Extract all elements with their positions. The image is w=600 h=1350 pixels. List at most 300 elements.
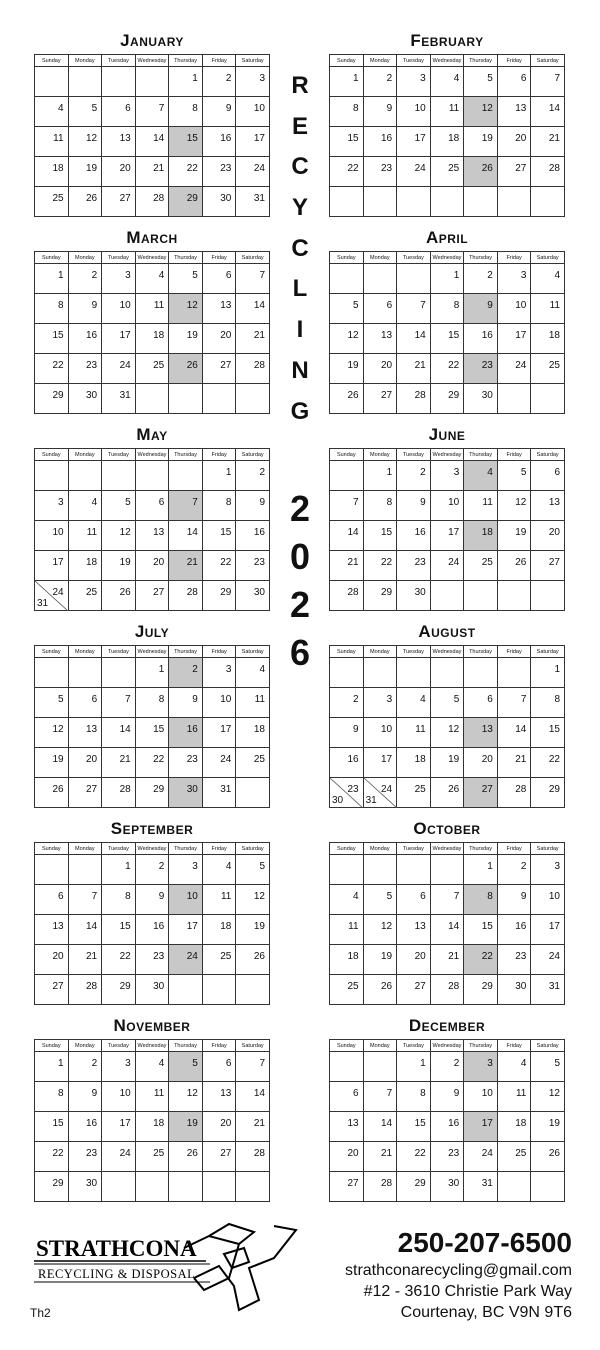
weekday-header: Tuesday bbox=[102, 1040, 136, 1052]
day-cell: 25 bbox=[202, 945, 236, 975]
day-cell: 22 bbox=[135, 748, 169, 778]
day-cell: 5 bbox=[531, 1052, 565, 1082]
day-cell: 28 bbox=[68, 975, 102, 1005]
month-title: May bbox=[136, 425, 168, 444]
contact-block bbox=[345, 1226, 572, 1323]
empty-cell bbox=[135, 461, 169, 491]
day-cell: 18 bbox=[497, 1112, 531, 1142]
weekday-header: Friday bbox=[202, 646, 236, 658]
empty-cell bbox=[330, 855, 364, 885]
day-cell: 10 bbox=[169, 885, 203, 915]
day-cell: 10 bbox=[202, 688, 236, 718]
day-cell: 13 bbox=[464, 718, 498, 748]
day-cell: 10 bbox=[397, 97, 431, 127]
weekday-header: Sunday bbox=[330, 843, 364, 855]
day-cell: 26 bbox=[430, 778, 464, 808]
month-title: February bbox=[410, 31, 484, 50]
day-cell: 14 bbox=[531, 97, 565, 127]
weekday-header: Tuesday bbox=[102, 646, 136, 658]
day-cell: 12 bbox=[330, 324, 364, 354]
weekday-header: Monday bbox=[68, 843, 102, 855]
day-cell: 31 bbox=[202, 778, 236, 808]
weekday-header: Thursday bbox=[464, 843, 498, 855]
month-title: September bbox=[110, 819, 194, 838]
weekday-header: Wednesday bbox=[430, 843, 464, 855]
day-cell: 12 bbox=[102, 521, 136, 551]
day-cell: 13 bbox=[397, 915, 431, 945]
weekday-header: Tuesday bbox=[397, 55, 431, 67]
day-cell: 30 bbox=[497, 975, 531, 1005]
day-cell: 3 bbox=[497, 264, 531, 294]
day-cell: 25 bbox=[531, 354, 565, 384]
weekday-header: Monday bbox=[68, 646, 102, 658]
weekday-header: Monday bbox=[363, 252, 397, 264]
day-cell: 2 bbox=[202, 67, 236, 97]
weekday-header: Wednesday bbox=[430, 449, 464, 461]
day-cell: 6 bbox=[330, 1082, 364, 1112]
day-cell: 15 bbox=[202, 521, 236, 551]
day-cell: 29 bbox=[135, 778, 169, 808]
empty-cell bbox=[236, 1172, 270, 1202]
day-cell: 25 bbox=[135, 1142, 169, 1172]
month-may bbox=[34, 422, 270, 611]
month-june bbox=[329, 422, 565, 611]
day-cell: 24 31 bbox=[363, 778, 397, 808]
day-cell: 21 bbox=[68, 945, 102, 975]
day-cell: 29 bbox=[202, 581, 236, 611]
weekday-header: Friday bbox=[497, 646, 531, 658]
day-cell: 30 bbox=[397, 581, 431, 611]
empty-cell bbox=[135, 384, 169, 414]
day-cell: 29 bbox=[397, 1172, 431, 1202]
empty-cell bbox=[68, 855, 102, 885]
weekday-header: Tuesday bbox=[397, 1040, 431, 1052]
day-cell: 16 bbox=[236, 521, 270, 551]
day-cell: 7 bbox=[169, 491, 203, 521]
day-cell: 10 bbox=[430, 491, 464, 521]
day-cell: 6 bbox=[363, 294, 397, 324]
day-cell: 2 bbox=[169, 658, 203, 688]
day-cell: 17 bbox=[202, 718, 236, 748]
weekday-header: Wednesday bbox=[135, 55, 169, 67]
empty-cell bbox=[531, 187, 565, 217]
day-cell: 8 bbox=[35, 294, 69, 324]
day-cell: 18 bbox=[397, 748, 431, 778]
weekday-header: Saturday bbox=[236, 55, 270, 67]
empty-cell bbox=[397, 187, 431, 217]
year-vertical-title bbox=[276, 485, 324, 677]
empty-cell bbox=[35, 658, 69, 688]
title-letter: L bbox=[292, 275, 308, 303]
empty-cell bbox=[497, 384, 531, 414]
day-cell: 18 bbox=[135, 1112, 169, 1142]
day-cell: 23 bbox=[68, 354, 102, 384]
day-cell: 19 bbox=[35, 748, 69, 778]
month-table bbox=[329, 645, 565, 808]
empty-cell bbox=[330, 461, 364, 491]
day-cell: 21 bbox=[363, 1142, 397, 1172]
month-table bbox=[34, 1039, 270, 1202]
day-cell: 21 bbox=[531, 127, 565, 157]
day-cell: 7 bbox=[497, 688, 531, 718]
day-cell: 7 bbox=[330, 491, 364, 521]
weekday-header: Wednesday bbox=[430, 646, 464, 658]
day-cell: 20 bbox=[531, 521, 565, 551]
day-cell: 14 bbox=[397, 324, 431, 354]
empty-cell bbox=[35, 855, 69, 885]
day-cell: 29 bbox=[464, 975, 498, 1005]
day-cell: 2 bbox=[397, 461, 431, 491]
day-cell: 22 bbox=[464, 945, 498, 975]
day-cell: 21 bbox=[236, 324, 270, 354]
day-cell: 24 bbox=[102, 1142, 136, 1172]
weekday-header: Tuesday bbox=[397, 646, 431, 658]
empty-cell bbox=[169, 1172, 203, 1202]
day-cell: 18 bbox=[202, 915, 236, 945]
day-cell: 3 bbox=[363, 688, 397, 718]
day-cell: 11 bbox=[35, 127, 69, 157]
day-cell: 14 bbox=[330, 521, 364, 551]
day-cell: 1 bbox=[202, 461, 236, 491]
day-cell: 30 bbox=[464, 384, 498, 414]
day-cell: 7 bbox=[236, 1052, 270, 1082]
day-cell: 13 bbox=[330, 1112, 364, 1142]
weekday-header: Saturday bbox=[531, 449, 565, 461]
weekday-header: Friday bbox=[497, 449, 531, 461]
day-cell: 18 bbox=[236, 718, 270, 748]
empty-cell bbox=[169, 384, 203, 414]
day-cell: 8 bbox=[135, 688, 169, 718]
month-title: October bbox=[413, 819, 481, 838]
month-title: June bbox=[428, 425, 466, 444]
day-cell: 27 bbox=[135, 581, 169, 611]
month-table bbox=[34, 251, 270, 414]
day-cell: 12 bbox=[236, 885, 270, 915]
weekday-header: Tuesday bbox=[397, 252, 431, 264]
day-cell: 15 bbox=[464, 915, 498, 945]
day-cell: 28 bbox=[102, 778, 136, 808]
day-cell: 8 bbox=[430, 294, 464, 324]
day-cell: 19 bbox=[464, 127, 498, 157]
month-april bbox=[329, 225, 565, 414]
month-table bbox=[329, 1039, 565, 1202]
day-cell: 13 bbox=[202, 294, 236, 324]
day-cell: 10 bbox=[497, 294, 531, 324]
day-cell: 1 bbox=[464, 855, 498, 885]
day-cell: 26 bbox=[68, 187, 102, 217]
day-cell: 30 bbox=[202, 187, 236, 217]
empty-cell bbox=[102, 67, 136, 97]
day-cell: 24 bbox=[464, 1142, 498, 1172]
weekday-header: Sunday bbox=[35, 1040, 69, 1052]
day-cell: 25 bbox=[35, 187, 69, 217]
day-cell: 26 bbox=[236, 945, 270, 975]
day-cell: 29 bbox=[430, 384, 464, 414]
weekday-header: Thursday bbox=[464, 1040, 498, 1052]
weekday-header: Saturday bbox=[236, 843, 270, 855]
day-cell: 27 bbox=[202, 354, 236, 384]
day-cell: 14 bbox=[497, 718, 531, 748]
title-letter: I bbox=[296, 316, 304, 344]
weekday-header: Wednesday bbox=[135, 646, 169, 658]
day-cell: 12 bbox=[363, 915, 397, 945]
empty-cell bbox=[531, 581, 565, 611]
empty-cell bbox=[531, 384, 565, 414]
day-cell: 5 bbox=[236, 855, 270, 885]
day-cell: 12 bbox=[464, 97, 498, 127]
day-cell: 15 bbox=[35, 1112, 69, 1142]
day-cell: 26 bbox=[169, 354, 203, 384]
month-july bbox=[34, 619, 270, 808]
day-cell: 1 bbox=[35, 264, 69, 294]
day-cell: 19 bbox=[68, 157, 102, 187]
day-cell: 19 bbox=[330, 354, 364, 384]
weekday-header: Sunday bbox=[35, 843, 69, 855]
day-cell: 21 bbox=[430, 945, 464, 975]
weekday-header: Thursday bbox=[464, 646, 498, 658]
day-cell: 16 bbox=[497, 915, 531, 945]
day-cell: 13 bbox=[531, 491, 565, 521]
day-cell: 29 bbox=[169, 187, 203, 217]
month-title: November bbox=[113, 1016, 191, 1035]
day-cell: 26 bbox=[330, 384, 364, 414]
recycling-vertical-title bbox=[276, 66, 324, 432]
day-cell: 13 bbox=[497, 97, 531, 127]
day-cell: 4 bbox=[464, 461, 498, 491]
day-cell: 20 bbox=[135, 551, 169, 581]
day-cell: 7 bbox=[102, 688, 136, 718]
day-cell: 20 bbox=[464, 748, 498, 778]
weekday-header: Sunday bbox=[330, 1040, 364, 1052]
day-cell: 8 bbox=[531, 688, 565, 718]
day-cell: 17 bbox=[169, 915, 203, 945]
day-cell: 27 bbox=[497, 157, 531, 187]
day-cell: 4 bbox=[236, 658, 270, 688]
empty-cell bbox=[430, 187, 464, 217]
day-cell: 25 bbox=[68, 581, 102, 611]
day-cell: 13 bbox=[363, 324, 397, 354]
day-cell: 23 bbox=[68, 1142, 102, 1172]
form-code: Th2 bbox=[30, 1306, 51, 1320]
day-cell: 19 bbox=[169, 324, 203, 354]
weekday-header: Friday bbox=[202, 55, 236, 67]
empty-cell bbox=[397, 658, 431, 688]
day-cell: 12 bbox=[169, 294, 203, 324]
day-cell: 22 bbox=[202, 551, 236, 581]
empty-cell bbox=[35, 67, 69, 97]
day-cell: 28 bbox=[397, 384, 431, 414]
day-cell: 15 bbox=[135, 718, 169, 748]
day-cell: 7 bbox=[397, 294, 431, 324]
day-cell: 5 bbox=[430, 688, 464, 718]
day-cell: 25 bbox=[135, 354, 169, 384]
weekday-header: Saturday bbox=[236, 1040, 270, 1052]
day-cell: 23 bbox=[430, 1142, 464, 1172]
day-cell: 13 bbox=[102, 127, 136, 157]
day-cell: 6 bbox=[202, 264, 236, 294]
day-cell: 12 bbox=[35, 718, 69, 748]
weekday-header: Thursday bbox=[464, 449, 498, 461]
day-cell: 5 bbox=[35, 688, 69, 718]
day-cell: 4 bbox=[430, 67, 464, 97]
weekday-header: Friday bbox=[202, 1040, 236, 1052]
day-cell: 21 bbox=[236, 1112, 270, 1142]
day-cell: 2 bbox=[464, 264, 498, 294]
month-march bbox=[34, 225, 270, 414]
day-cell: 1 bbox=[102, 855, 136, 885]
title-letter: C bbox=[291, 153, 309, 181]
month-table bbox=[329, 54, 565, 217]
weekday-header: Tuesday bbox=[102, 55, 136, 67]
day-cell: 21 bbox=[135, 157, 169, 187]
weekday-header: Thursday bbox=[464, 55, 498, 67]
day-cell: 9 bbox=[397, 491, 431, 521]
year-digit: 6 bbox=[289, 632, 311, 673]
weekday-header: Saturday bbox=[531, 843, 565, 855]
day-cell: 8 bbox=[363, 491, 397, 521]
weekday-header: Sunday bbox=[35, 252, 69, 264]
empty-cell bbox=[497, 1172, 531, 1202]
empty-cell bbox=[363, 855, 397, 885]
day-cell: 17 bbox=[430, 521, 464, 551]
empty-cell bbox=[330, 264, 364, 294]
day-cell: 17 bbox=[102, 1112, 136, 1142]
month-september bbox=[34, 816, 270, 1005]
weekday-header: Monday bbox=[363, 449, 397, 461]
day-cell: 4 bbox=[135, 1052, 169, 1082]
day-cell: 1 bbox=[531, 658, 565, 688]
day-cell: 12 bbox=[430, 718, 464, 748]
empty-cell bbox=[102, 658, 136, 688]
day-cell: 25 bbox=[430, 157, 464, 187]
weekday-header: Sunday bbox=[330, 449, 364, 461]
month-january bbox=[34, 28, 270, 217]
day-cell: 8 bbox=[202, 491, 236, 521]
day-cell: 27 bbox=[35, 975, 69, 1005]
day-cell: 3 bbox=[464, 1052, 498, 1082]
day-cell: 14 bbox=[236, 294, 270, 324]
day-cell: 6 bbox=[397, 885, 431, 915]
empty-cell bbox=[363, 187, 397, 217]
day-cell: 27 bbox=[363, 384, 397, 414]
day-cell: 29 bbox=[363, 581, 397, 611]
weekday-header: Tuesday bbox=[102, 252, 136, 264]
day-cell: 8 bbox=[169, 97, 203, 127]
empty-cell bbox=[236, 778, 270, 808]
weekday-header: Sunday bbox=[35, 449, 69, 461]
day-cell: 28 bbox=[363, 1172, 397, 1202]
day-cell: 12 bbox=[169, 1082, 203, 1112]
empty-cell bbox=[236, 975, 270, 1005]
empty-cell bbox=[68, 658, 102, 688]
day-cell: 13 bbox=[202, 1082, 236, 1112]
empty-cell bbox=[102, 461, 136, 491]
day-cell: 16 bbox=[202, 127, 236, 157]
day-cell: 6 bbox=[102, 97, 136, 127]
day-cell: 2 bbox=[68, 1052, 102, 1082]
day-cell: 29 bbox=[35, 1172, 69, 1202]
day-cell: 28 bbox=[236, 1142, 270, 1172]
day-cell: 4 bbox=[397, 688, 431, 718]
day-cell: 28 bbox=[135, 187, 169, 217]
month-august bbox=[329, 619, 565, 808]
day-cell: 27 bbox=[102, 187, 136, 217]
weekday-header: Friday bbox=[497, 1040, 531, 1052]
day-cell: 7 bbox=[363, 1082, 397, 1112]
day-cell: 24 bbox=[397, 157, 431, 187]
day-cell: 2 bbox=[497, 855, 531, 885]
day-cell: 19 bbox=[430, 748, 464, 778]
day-cell: 27 bbox=[531, 551, 565, 581]
day-cell: 30 bbox=[430, 1172, 464, 1202]
day-cell: 16 bbox=[397, 521, 431, 551]
weekday-header: Thursday bbox=[169, 252, 203, 264]
weekday-header: Friday bbox=[202, 252, 236, 264]
day-cell: 17 bbox=[497, 324, 531, 354]
svg-text:RECYCLING & DISPOSAL: RECYCLING & DISPOSAL bbox=[38, 1267, 196, 1281]
day-cell: 12 bbox=[497, 491, 531, 521]
weekday-header: Thursday bbox=[169, 646, 203, 658]
weekday-header: Saturday bbox=[236, 252, 270, 264]
day-cell: 16 bbox=[68, 1112, 102, 1142]
day-cell: 14 bbox=[169, 521, 203, 551]
empty-cell bbox=[497, 187, 531, 217]
empty-cell bbox=[68, 67, 102, 97]
weekday-header: Saturday bbox=[531, 252, 565, 264]
day-cell: 3 bbox=[35, 491, 69, 521]
day-cell: 20 bbox=[363, 354, 397, 384]
day-cell: 16 bbox=[430, 1112, 464, 1142]
day-cell: 14 bbox=[236, 1082, 270, 1112]
day-cell: 16 bbox=[135, 915, 169, 945]
weekday-header: Wednesday bbox=[135, 1040, 169, 1052]
weekday-header: Tuesday bbox=[102, 843, 136, 855]
weekday-header: Friday bbox=[202, 449, 236, 461]
day-cell: 19 bbox=[102, 551, 136, 581]
day-cell: 18 bbox=[68, 551, 102, 581]
day-cell: 18 bbox=[135, 324, 169, 354]
weekday-header: Wednesday bbox=[430, 55, 464, 67]
day-cell: 26 bbox=[363, 975, 397, 1005]
day-cell: 15 bbox=[397, 1112, 431, 1142]
phone-number[interactable]: 250-207-6500 bbox=[397, 1227, 572, 1258]
email-address[interactable]: strathconarecycling@gmail.com bbox=[345, 1262, 572, 1279]
day-cell: 14 bbox=[363, 1112, 397, 1142]
day-cell: 7 bbox=[135, 97, 169, 127]
day-cell: 31 bbox=[531, 975, 565, 1005]
empty-cell bbox=[464, 658, 498, 688]
empty-cell bbox=[202, 1172, 236, 1202]
weekday-header: Tuesday bbox=[397, 449, 431, 461]
day-cell: 19 bbox=[169, 1112, 203, 1142]
day-cell: 2 bbox=[135, 855, 169, 885]
day-cell: 28 bbox=[497, 778, 531, 808]
title-letter: R bbox=[291, 72, 309, 99]
day-cell: 22 bbox=[330, 157, 364, 187]
day-cell: 16 bbox=[363, 127, 397, 157]
day-cell: 22 bbox=[35, 354, 69, 384]
day-cell: 9 bbox=[430, 1082, 464, 1112]
day-cell: 30 bbox=[68, 384, 102, 414]
day-cell: 22 bbox=[363, 551, 397, 581]
day-cell: 17 bbox=[464, 1112, 498, 1142]
day-cell: 22 bbox=[531, 748, 565, 778]
day-cell: 28 bbox=[169, 581, 203, 611]
title-letter: E bbox=[291, 112, 308, 140]
day-cell: 9 bbox=[169, 688, 203, 718]
day-cell: 28 bbox=[430, 975, 464, 1005]
day-cell: 20 bbox=[397, 945, 431, 975]
